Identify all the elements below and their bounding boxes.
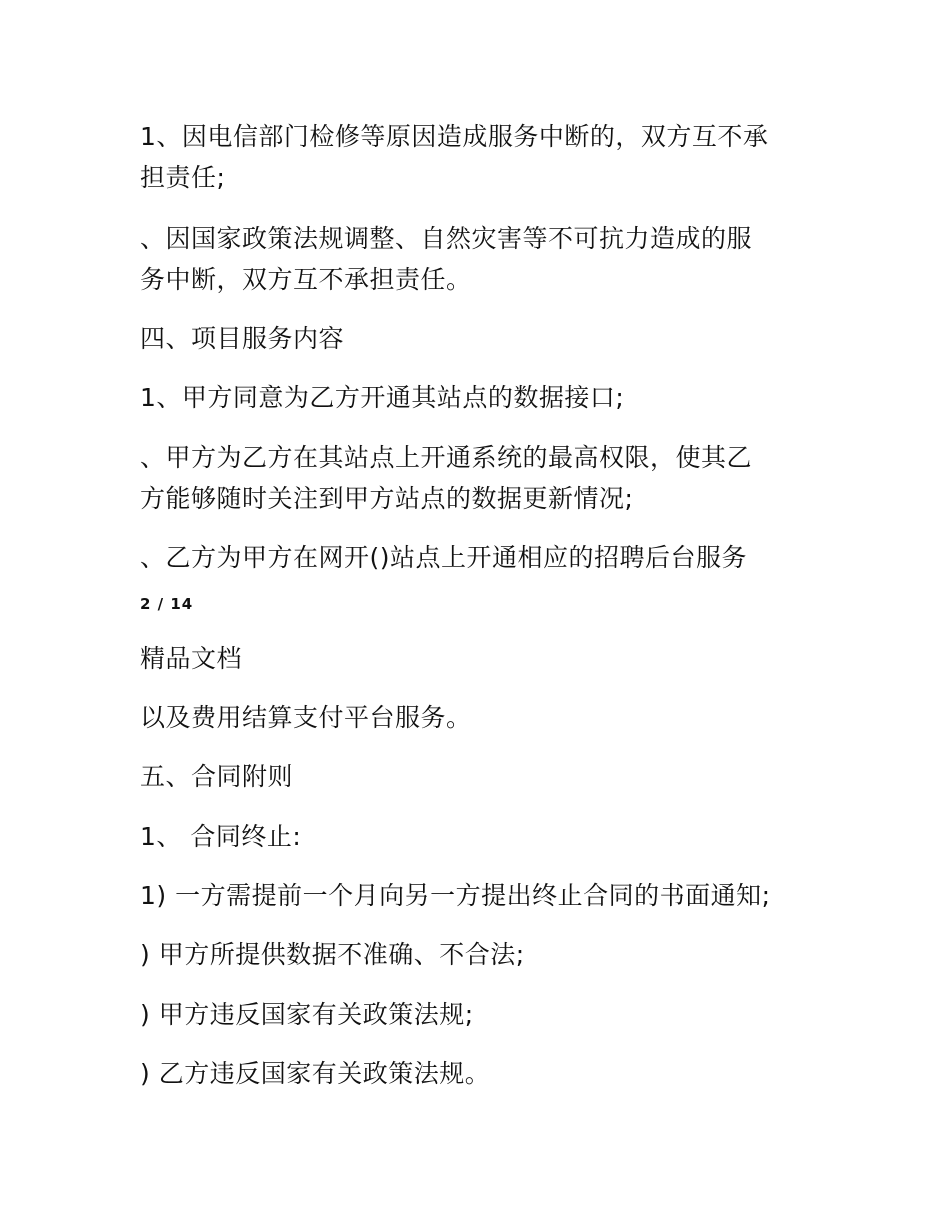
text-line: 1、甲方同意为乙方开通其站点的数据接口; [140,383,625,412]
text-line: 担责任; [140,163,226,192]
page-header: 精品文档 [140,644,243,673]
text-line: 方能够随时关注到甲方站点的数据更新情况; [140,484,634,513]
text-line: 1) 一方需提前一个月向另一方提出终止合同的书面通知; [140,881,771,910]
section-heading: 四、项目服务内容 [140,324,345,353]
text-line: 以及费用结算支付平台服务。 [140,703,472,732]
text-line: 1、 合同终止: [140,822,302,851]
text-line: ) 乙方违反国家有关政策法规。 [140,1059,491,1088]
text-line: 1、因电信部门检修等原因造成服务中断的，双方互不承 [140,122,769,151]
text-line: ) 甲方所提供数据不准确、不合法; [140,940,525,969]
page-number: 2 / 14 [140,595,194,613]
text-line: 、乙方为甲方在网开()站点上开通相应的招聘后台服务 [140,543,748,572]
text-line: 务中断，双方互不承担责任。 [140,265,472,294]
text-line: ) 甲方违反国家有关政策法规; [140,1000,474,1029]
text-line: 、甲方为乙方在其站点上开通系统的最高权限，使其乙 [140,443,753,472]
text-line: 、因国家政策法规调整、自然灾害等不可抗力造成的服 [140,224,753,253]
section-heading: 五、合同附则 [140,762,294,791]
